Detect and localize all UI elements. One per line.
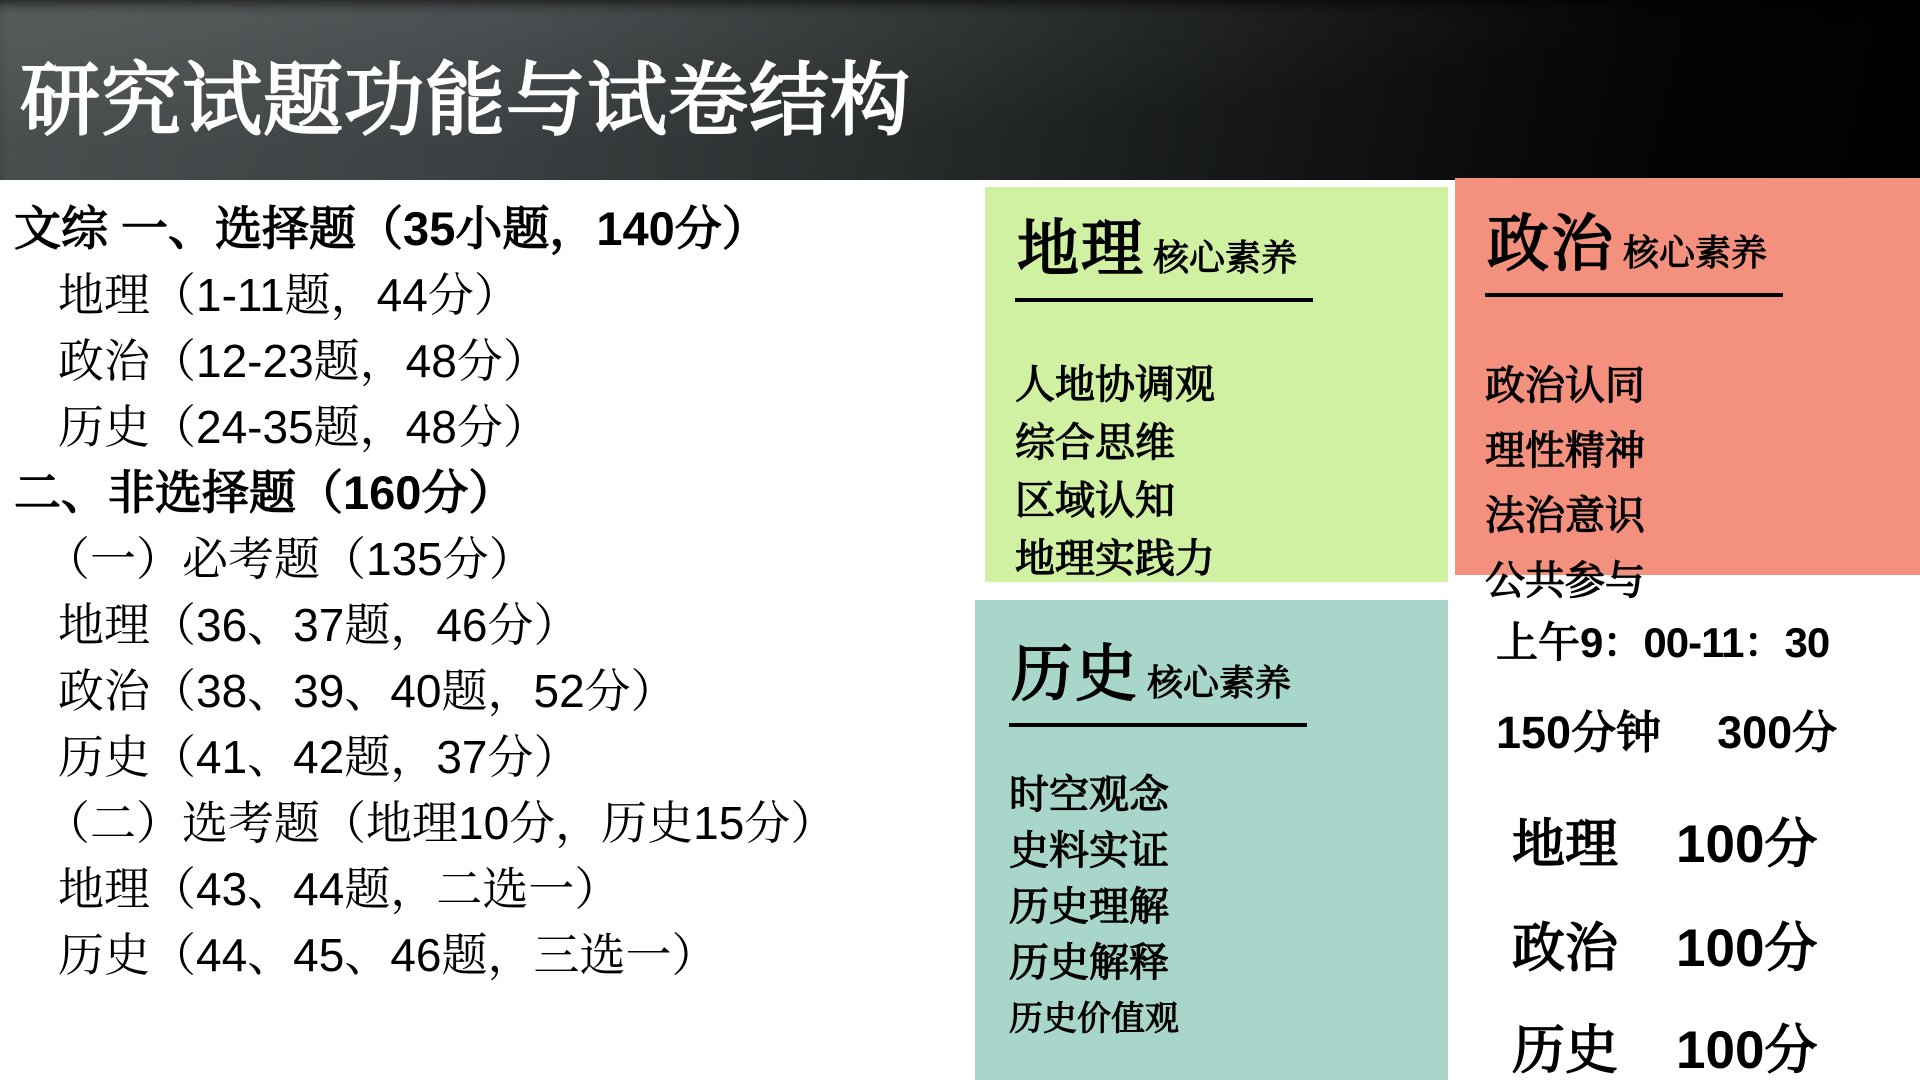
subject-score-row	[1512, 1008, 1817, 1080]
competency-item: 法治意识	[1485, 492, 1645, 539]
competency-item: 历史解释	[1009, 939, 1169, 986]
subject-score-row	[1512, 906, 1817, 982]
outline-line: 地理（36、37题，46分）	[58, 599, 580, 651]
outline-line: 文综 一、选择题（35小题，140分）	[14, 202, 769, 255]
history-box-suffix: 核心素养	[1147, 662, 1292, 704]
exam-time-range: 9：00-11：30	[1580, 619, 1830, 666]
subject-label: 地理	[1512, 815, 1618, 874]
competency-item: 理性精神	[1485, 427, 1645, 474]
outline-line: 历史（44、45、46题，三选一）	[58, 929, 718, 981]
competency-item: 综合思维	[1015, 419, 1175, 466]
subject-score-row	[1512, 802, 1817, 878]
competency-item: 公共参与	[1485, 557, 1645, 604]
outline-line: （二）选考题（地理10分，历史15分）	[44, 797, 837, 849]
geography-competency-box	[985, 187, 1448, 582]
subject-score: 100分	[1676, 919, 1818, 978]
outline-line: 政治（12-23题，48分）	[58, 335, 549, 387]
exam-duration: 150分钟	[1496, 707, 1662, 758]
competency-item: 地理实践力	[1015, 535, 1215, 582]
competency-item: 历史价值观	[1009, 999, 1179, 1039]
competency-item: 史料实证	[1009, 827, 1169, 874]
exam-total-score: 300分	[1717, 707, 1838, 758]
politics-competency-box	[1455, 178, 1920, 604]
outline-line: 二、非选择题（160分）	[14, 466, 516, 519]
subject-label: 历史	[1512, 1021, 1618, 1080]
slide-header	[0, 0, 1920, 180]
competency-item: 历史理解	[1009, 883, 1169, 930]
history-box-subject: 历史	[1011, 640, 1140, 709]
exam-schedule	[1478, 600, 1920, 1080]
exam-duration-line	[1496, 696, 1837, 761]
competency-item: 人地协调观	[1015, 361, 1215, 408]
geography-box-suffix: 核心素养	[1153, 237, 1298, 279]
subject-score: 100分	[1676, 1021, 1818, 1080]
outline-line: 政治（38、39、40题，52分）	[58, 665, 677, 717]
outline-line: 地理（43、44题，二选一）	[58, 863, 621, 915]
competency-item: 时空观念	[1009, 771, 1169, 818]
politics-competency-list	[1485, 353, 1920, 613]
geography-box-subject: 地理	[1017, 215, 1146, 284]
outline-line: 历史（41、42题，37分）	[58, 731, 580, 783]
slide-title: 研究试题功能与试卷结构	[20, 55, 911, 145]
subject-label: 政治	[1512, 919, 1618, 978]
history-competency-box	[975, 600, 1448, 1080]
subject-score: 100分	[1676, 815, 1818, 874]
exam-time	[1496, 610, 1829, 670]
competency-item: 区域认知	[1015, 477, 1175, 524]
geography-competency-list	[1015, 356, 1448, 588]
politics-box-subject: 政治	[1487, 210, 1616, 279]
outline-line: 历史（24-35题，48分）	[58, 401, 549, 453]
outline-line: 地理（1-11题，44分）	[58, 269, 520, 321]
history-box-title	[1009, 624, 1307, 727]
exam-session-label: 上午	[1496, 619, 1581, 666]
geography-box-title	[1015, 199, 1313, 302]
politics-box-title	[1485, 194, 1783, 297]
competency-item: 政治认同	[1485, 362, 1645, 409]
history-competency-list	[1009, 767, 1448, 1047]
exam-structure-outline	[14, 196, 979, 988]
politics-box-suffix: 核心素养	[1623, 232, 1768, 274]
outline-line: （一）必考题（135分）	[44, 533, 535, 585]
